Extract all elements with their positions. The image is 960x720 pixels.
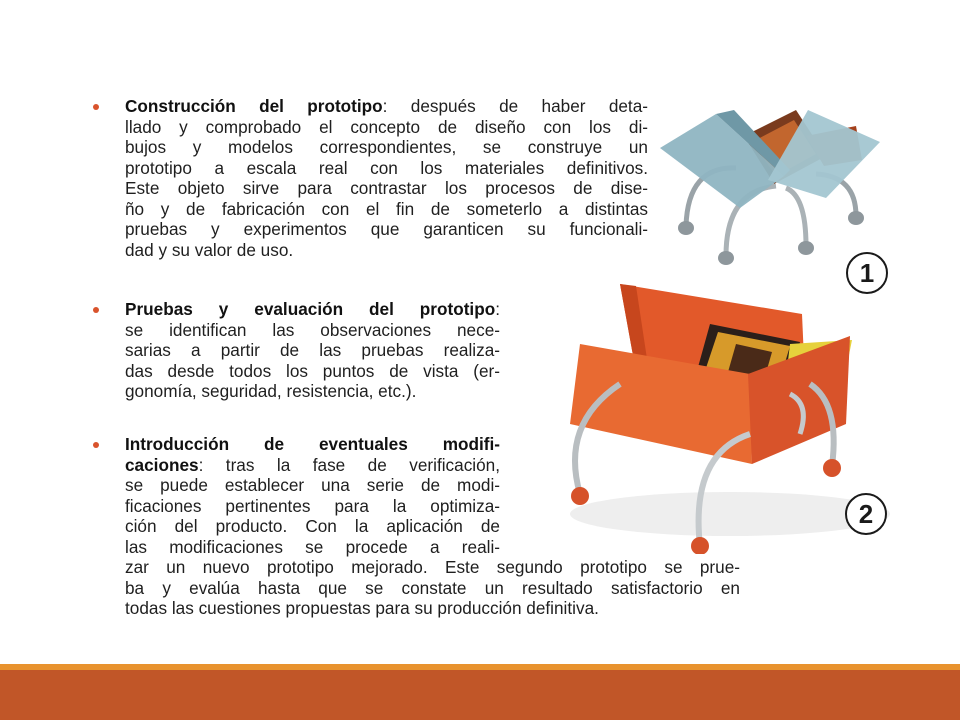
text-line: das desde todos los puntos de vista (er- xyxy=(125,360,500,381)
text-line: las modificaciones se procede a reali- xyxy=(125,536,500,557)
text-line: prototipo a escala real con los materiales definitivos. xyxy=(125,157,648,178)
text-line: llado y comprobado el concepto de diseño con los di- xyxy=(125,116,648,137)
text-line: todas las cuestiones propuestas para su producción definitiva. xyxy=(125,598,599,618)
section-pruebas xyxy=(100,299,500,402)
bullet-icon xyxy=(93,104,99,110)
text-line: Este objeto sirve para contrastar los procesos de dise- xyxy=(125,178,648,198)
text-line: ba y evalúa hasta que se constate un resultado satisfactorio en xyxy=(125,577,740,598)
text-line: sarias a partir de las pruebas realiza- xyxy=(125,340,500,360)
text-line: se identifican las observaciones nece- xyxy=(125,319,500,340)
bullet-icon xyxy=(93,442,99,448)
text-line: dad y su valor de uso. xyxy=(125,239,294,260)
text-line: gonomía, seguridad, resistencia, etc.). xyxy=(125,381,417,401)
section-heading: Introducción de eventuales modifi- xyxy=(125,434,500,454)
section-construccion xyxy=(100,96,648,260)
footer-bar xyxy=(0,670,960,720)
text-line: pruebas y experimentos que garanticen su funcionali- xyxy=(125,219,648,239)
text-line: ficaciones pertinentes para la optimiza- xyxy=(125,495,500,516)
bullet-icon xyxy=(93,307,99,313)
text-line: zar un nuevo prototipo mejorado. Este segundo prototipo se prue- xyxy=(125,557,740,577)
section-heading: Pruebas y evaluación del prototipo xyxy=(125,299,496,319)
text-line: ción del producto. Con la aplicación de xyxy=(125,516,500,536)
section-heading-cont: caciones xyxy=(125,454,199,475)
text-line: caciones: tras la fase de verificación, xyxy=(125,454,500,475)
text-line: Construcción del prototipo: después de haber deta- xyxy=(125,96,648,116)
text-line: se puede establecer una serie de modi- xyxy=(125,475,500,495)
text-line: bujos y modelos correspondientes, se construye un xyxy=(125,137,648,157)
section-heading: Construcción del prototipo xyxy=(125,96,383,116)
section-modificaciones xyxy=(100,434,740,619)
text-line: Pruebas y evaluación del prototipo: xyxy=(125,299,500,319)
text-line: ño y de fabricación con el fin de someterlo a distintas xyxy=(125,198,648,219)
figure-number-1: 1 xyxy=(846,252,888,294)
figure-number-2: 2 xyxy=(845,493,887,535)
